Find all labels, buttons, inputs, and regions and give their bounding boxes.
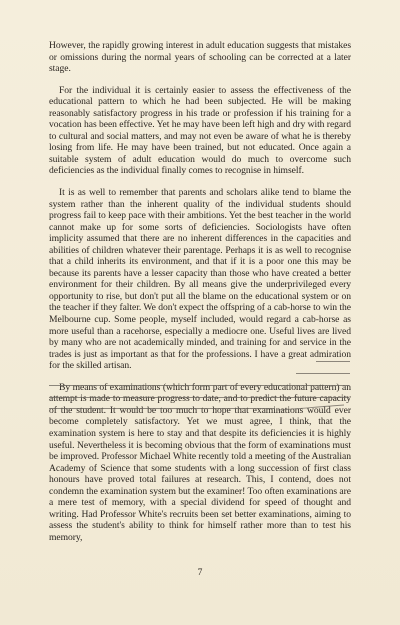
page-number: 7 (197, 568, 203, 578)
pen-underline-some-people (316, 361, 350, 362)
pen-underline-useful (296, 373, 350, 374)
pen-stroke-mark (276, 402, 346, 414)
pen-underline-many (49, 385, 349, 386)
paragraph-1: However, the rapidly growing interest in adult education suggests that mistakes or omissions during the normal years of schooling can be corrected at a later stage. (49, 40, 351, 75)
paragraph-3: It is as well to remember that parents and scholars alike tend to blame the system rather than the inherent quality of the individual students should progress fail to keep pace with their ambitions. Yet the best teacher in the world cannot make up for some sorts of deficiencies. Sociologists have often implicity assumed that there are no inherent differences in the capacities and abilities of children whatever their parentage. Perhaps it is as well to recognise that a child inherits its environment, and that if it is a poor one this may be because its parents have a lesser capacity than those who have created a better environment for their children. By all means give the underprivileged every opportunity to rise, but don't put all the blame on the educational system or on the teacher if they falter. We don't expect the offspring of a cab-horse to win the Melbourne cup. Some people, myself included, would regard a cab-horse as more useful than a racehorse, especially a mediocre one. Useful lives are lived by many who are not academically minded, and training for and service in the trades is just as important as that for the professions. I have a great admiration for the skilled artisan. (49, 187, 351, 372)
pen-underline-admiration (49, 408, 275, 409)
paragraph-4: By means of examinations (which form part of every educational pattern) an attempt is made to measure progress to date, and to predict the future capacity of the student. It would be too much to hope that examinations would ever become completely satisfactory. Yet we must agree, I think, that the examination system is here to stay and that despite its deficiencies it is highly useful. Nevertheless it is becoming obvious that the form of examinations must be improved. Professor Michael White recently told a meeting of the Australian Academy of Science that some students with a long succession of first class honours have proved total failures at research. This, I contend, does not condemn the examination system but the examiner! Too often examinations are a mere test of memory, with a special dividend for speed of thought and writing. Had Professor White's recruits been set better examinations, aiming to assess the student's ability to think for himself rather more than to test his memory, (49, 381, 351, 543)
paragraph-2: For the individual it is certainly easier to assess the effectiveness of the educational pattern to which he had been subjected. He will be making reasonably satisfactory progress in his trade or profession if his training for a vocation has been effective. Yet he may have been left high and dry with regard to cultural and social matters, and may not even be aware of what he is thereby losing from life. He may have been trained, but not educated. Once again a suitable system of adult education would do much to overcome such deficiencies as the individual finally comes to recognise in himself. (49, 84, 351, 177)
pen-underline-trades (49, 397, 349, 398)
body-text (49, 40, 351, 543)
